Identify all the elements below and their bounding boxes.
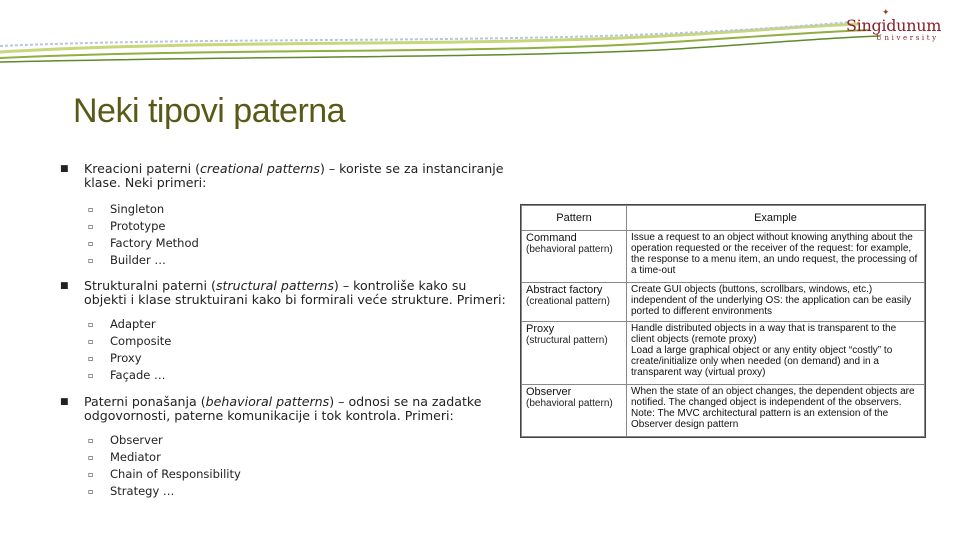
bullet-lead	[60, 395, 510, 423]
university-logo	[842, 8, 942, 50]
hollow-square-bullet-icon: ▫	[88, 371, 94, 380]
header-swoosh-decoration	[0, 0, 960, 70]
example-cell: Issue a request to an object without knowing anything about the operation requested or the receiver of the request: for example, the response to a menu item, an undo request, the processing of a time-out	[627, 231, 925, 283]
lead-text: Paterni ponašanja (	[84, 394, 206, 409]
column-header-pattern: Pattern	[522, 206, 627, 231]
logo-name: Singidunum	[846, 16, 942, 35]
pattern-category: (behavioral pattern)	[526, 398, 613, 410]
hollow-square-bullet-icon: ▫	[88, 320, 94, 329]
slide-title: Neki tipovi paterna	[73, 92, 346, 130]
table-row	[522, 231, 925, 283]
list-item: ▫ Singleton	[88, 202, 165, 216]
hollow-square-bullet-icon: ▫	[88, 453, 94, 462]
bullet-lead	[60, 162, 510, 190]
pattern-table	[521, 205, 925, 437]
lead-text: Kreacioni paterni (	[84, 161, 200, 176]
example-cell: Create GUI objects (buttons, scrollbars, windows, etc.) independent of the underlying OS: the application can be easily ported to different environments	[627, 282, 925, 321]
list-item: ▫ Strategy …	[88, 484, 175, 498]
list-item: ▫ Adapter	[88, 317, 156, 331]
pattern-name: Abstract factory	[526, 283, 603, 296]
lead-text: Strukturalni paterni (	[84, 278, 216, 293]
hollow-square-bullet-icon: ▫	[88, 222, 94, 231]
example-cell: Handle distributed objects in a way that is transparent to the client objects (remote proxy) Load a large graphical object or any entity object “costly” to create/initialize only when needed (on demand) and in a transparent way (virtual proxy)	[627, 321, 925, 385]
pattern-name: Observer	[526, 386, 572, 399]
lead-italic: behavioral patterns	[205, 394, 330, 409]
list-item: ▫ Proxy	[88, 351, 142, 365]
bullet-lead	[60, 279, 510, 307]
pattern-category: (creational pattern)	[526, 295, 610, 307]
lead-italic: creational patterns	[200, 161, 320, 176]
logo-subtitle: University	[876, 34, 939, 42]
lead-tail: ) – koriste se za instanciranje klase. Neki primeri:	[84, 161, 504, 190]
list-item: ▫ Façade …	[88, 368, 166, 382]
list-item: ▫ Prototype	[88, 219, 166, 233]
list-item: ▫ Chain of Responsibility	[88, 467, 241, 481]
list-item: ▫ Observer	[88, 433, 163, 447]
list-item: ▫ Composite	[88, 334, 172, 348]
hollow-square-bullet-icon: ▫	[88, 205, 94, 214]
table-row	[522, 385, 925, 437]
example-list	[60, 432, 510, 500]
hollow-square-bullet-icon: ▫	[88, 436, 94, 445]
hollow-square-bullet-icon: ▫	[88, 487, 94, 496]
bullet-section-structural	[60, 279, 510, 384]
pattern-name: Proxy	[526, 322, 555, 335]
lead-italic: structural patterns	[215, 278, 334, 293]
square-bullet-icon: ■	[60, 164, 69, 174]
hollow-square-bullet-icon: ▫	[88, 337, 94, 346]
hollow-square-bullet-icon: ▫	[88, 354, 94, 363]
hollow-square-bullet-icon: ▫	[88, 256, 94, 265]
example-list	[60, 316, 510, 384]
example-list	[60, 201, 510, 269]
logo-crest-icon: ✦	[882, 8, 890, 18]
bullet-list	[60, 162, 510, 500]
table-row	[522, 321, 925, 385]
list-item: ▫ Factory Method	[88, 236, 199, 250]
square-bullet-icon: ■	[60, 281, 69, 291]
pattern-category: (behavioral pattern)	[526, 244, 613, 255]
hollow-square-bullet-icon: ▫	[88, 239, 94, 248]
lead-tail: ) – kontroliše kako su objekti i klase struktuirani kako bi formirali veće strukture. Primeri:	[84, 278, 506, 307]
pattern-category: (structural pattern)	[526, 334, 608, 346]
list-item: ▫ Builder …	[88, 253, 166, 267]
bullet-section-creational	[60, 162, 510, 269]
square-bullet-icon: ■	[60, 397, 69, 407]
pattern-cell	[522, 282, 627, 321]
pattern-cell	[522, 321, 627, 385]
pattern-name: Command	[526, 232, 577, 244]
pattern-cell	[522, 385, 627, 437]
list-item: ▫ Mediator	[88, 450, 161, 464]
bullet-section-behavioral	[60, 395, 510, 500]
column-header-example: Example	[627, 206, 925, 231]
hollow-square-bullet-icon: ▫	[88, 470, 94, 479]
table-header-row	[522, 206, 925, 231]
lead-tail: ) – odnosi se na zadatke odgovornosti, paterne komunikacije i tok kontrola. Primeri:	[84, 394, 482, 423]
pattern-cell	[522, 231, 627, 283]
table-row	[522, 282, 925, 321]
example-cell: When the state of an object changes, the dependent objects are notified. The changed object is independent of the observers. Note: The MVC architectural pattern is an extension of the Observer design pattern	[627, 385, 925, 437]
pattern-table-image	[520, 204, 926, 438]
